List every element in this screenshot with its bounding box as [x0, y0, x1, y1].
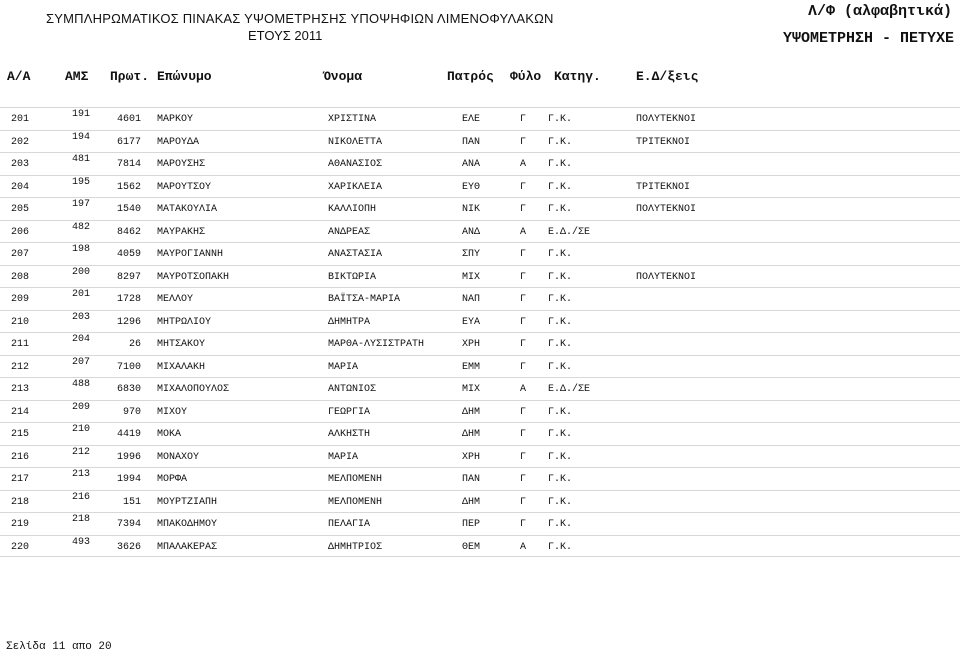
- col-category: Κατηγ.: [554, 69, 601, 84]
- cell-aa: 214: [11, 406, 30, 418]
- cell-category: Γ.Κ.: [548, 406, 573, 418]
- cell-ams: 191: [72, 109, 91, 120]
- table-row: [0, 535, 960, 558]
- cell-prot: 8297: [116, 271, 141, 283]
- table-row: [0, 242, 960, 265]
- cell-name: ΜΕΛΠΟΜΕΝΗ: [328, 474, 383, 485]
- cell-gender: Γ: [520, 361, 527, 373]
- table-row: [0, 400, 960, 423]
- cell-category: Γ.Κ.: [548, 271, 573, 283]
- cell-prot: 6830: [116, 384, 141, 395]
- cell-prot: 1540: [116, 204, 141, 215]
- cell-name: ΚΑΛΛΙΟΠΗ: [328, 204, 377, 215]
- cell-ed: ΤΡΙΤΕΚΝΟΙ: [636, 136, 691, 148]
- cell-aa: 213: [11, 384, 30, 395]
- document-title: ΣΥΜΠΛΗΡΩΜΑΤΙΚΟΣ ΠΙΝΑΚΑΣ ΥΨΟΜΕΤΡΗΣΗΣ ΥΠΟΨΗΦΙΩΝ ΛΙΜΕΝΟΦΥΛΑΚΩΝ: [46, 11, 554, 26]
- col-gender: Φύλο: [510, 69, 542, 84]
- col-prot: Πρωτ.: [110, 69, 150, 84]
- cell-gender: Γ: [520, 249, 527, 260]
- cell-aa: 206: [11, 226, 30, 238]
- cell-prot: 1994: [116, 474, 141, 485]
- cell-surname: ΜΑΡΟΥΣΗΣ: [157, 159, 206, 170]
- cell-aa: 209: [11, 294, 30, 305]
- cell-aa: 216: [11, 451, 30, 463]
- sort-order-label: Λ/Φ (αλφαβητικά): [807, 3, 952, 20]
- cell-ams: 216: [72, 491, 91, 503]
- cell-surname: ΜΟΥΡΤΖΙΑΠΗ: [157, 496, 218, 508]
- cell-name: ΑΛΚΗΣΤΗ: [328, 429, 371, 440]
- cell-ams: 195: [72, 176, 91, 188]
- cell-name: ΜΑΡΘΑ-ΛΥΣΙΣΤΡΑΤΗ: [328, 339, 425, 350]
- table-row: [0, 332, 960, 355]
- col-name: Όνομα: [323, 69, 363, 84]
- cell-prot: 1296: [116, 316, 141, 328]
- cell-father: ΝΑΠ: [462, 294, 481, 305]
- cell-surname: ΜΑΡΟΥΤΣΟΥ: [157, 181, 212, 193]
- cell-name: ΒΙΚΤΩΡΙΑ: [328, 271, 377, 283]
- cell-category: Γ.Κ.: [548, 316, 573, 328]
- cell-prot: 7394: [116, 519, 141, 530]
- cell-prot: 4059: [116, 249, 141, 260]
- col-ams: ΑΜΣ: [65, 69, 89, 84]
- col-aa: Α/Α: [7, 69, 31, 84]
- cell-category: Γ.Κ.: [548, 451, 573, 463]
- cell-prot: 4601: [116, 114, 141, 125]
- table-row: [0, 287, 960, 310]
- cell-category: Γ.Κ.: [548, 496, 573, 508]
- table-row: [0, 175, 960, 198]
- cell-name: ΜΑΡΙΑ: [328, 451, 359, 463]
- table-row: [0, 265, 960, 288]
- cell-name: ΓΕΩΡΓΙΑ: [328, 406, 371, 418]
- cell-father: ΕΛΕ: [462, 114, 481, 125]
- cell-gender: Γ: [520, 339, 527, 350]
- cell-aa: 217: [11, 474, 30, 485]
- cell-surname: ΜΑΥΡΑΚΗΣ: [157, 226, 206, 238]
- cell-aa: 205: [11, 204, 30, 215]
- cell-prot: 1728: [116, 294, 141, 305]
- cell-prot: 970: [122, 406, 141, 418]
- cell-name: ΑΝΑΣΤΑΣΙΑ: [328, 249, 383, 260]
- cell-aa: 218: [11, 496, 30, 508]
- cell-aa: 211: [11, 339, 30, 350]
- cell-ams: 481: [72, 154, 91, 165]
- cell-father: ΜΙΧ: [462, 271, 481, 283]
- cell-ams: 209: [72, 401, 91, 413]
- cell-ams: 197: [72, 199, 91, 210]
- cell-father: ΠΑΝ: [462, 136, 481, 148]
- candidates-table: [0, 107, 960, 557]
- cell-name: ΜΑΡΙΑ: [328, 361, 359, 373]
- cell-aa: 220: [11, 541, 30, 553]
- table-row: [0, 130, 960, 153]
- cell-gender: Γ: [520, 294, 527, 305]
- result-status-label: ΥΨΟΜΕΤΡΗΣΗ - ΠΕΤΥΧΕ: [782, 30, 954, 47]
- cell-gender: Γ: [520, 316, 527, 328]
- cell-name: ΑΝΤΩΝΙΟΣ: [328, 384, 377, 395]
- cell-father: ΝΙΚ: [462, 204, 481, 215]
- cell-category: Γ.Κ.: [548, 429, 573, 440]
- col-surname: Επώνυμο: [157, 69, 212, 84]
- cell-father: ΠΑΝ: [462, 474, 481, 485]
- cell-surname: ΜΑΡΚΟΥ: [157, 114, 194, 125]
- cell-father: ΧΡΗ: [462, 451, 481, 463]
- table-row: [0, 310, 960, 333]
- cell-prot: 26: [128, 339, 141, 350]
- table-row: [0, 355, 960, 378]
- cell-category: Γ.Κ.: [548, 181, 573, 193]
- cell-surname: ΜΙΧΑΛΟΠΟΥΛΟΣ: [157, 384, 230, 395]
- cell-name: ΔΗΜΗΤΡΑ: [328, 316, 371, 328]
- cell-father: ΧΡΗ: [462, 339, 481, 350]
- cell-name: ΔΗΜΗΤΡΙΟΣ: [328, 541, 383, 553]
- cell-category: Γ.Κ.: [548, 519, 573, 530]
- cell-ed: ΠΟΛΥΤΕΚΝΟΙ: [636, 204, 697, 215]
- cell-surname: ΜΙΧΑΛΑΚΗ: [157, 361, 206, 373]
- cell-name: ΝΙΚΟΛΕΤΤΑ: [328, 136, 383, 148]
- cell-surname: ΜΟΝΑΧΟΥ: [157, 451, 200, 463]
- cell-prot: 6177: [116, 136, 141, 148]
- cell-prot: 7100: [116, 361, 141, 373]
- cell-gender: Γ: [520, 406, 527, 418]
- cell-ams: 203: [72, 311, 91, 323]
- cell-father: ΔΗΜ: [462, 429, 481, 440]
- cell-father: ΑΝΔ: [462, 226, 481, 238]
- cell-prot: 7814: [116, 159, 141, 170]
- cell-ams: 213: [72, 469, 91, 480]
- cell-ams: 198: [72, 244, 91, 255]
- col-ed: Ε.Δ/ξεις: [636, 69, 699, 84]
- table-row: [0, 422, 960, 445]
- table-row: [0, 512, 960, 535]
- cell-gender: Α: [520, 384, 527, 395]
- cell-surname: ΜΑΥΡΟΓΙΑΝΝΗ: [157, 249, 224, 260]
- table-row: [0, 197, 960, 220]
- document-year: ΕΤΟΥΣ 2011: [248, 28, 323, 43]
- cell-ams: 212: [72, 446, 91, 458]
- cell-surname: ΜΠΑΚΟΔΗΜΟΥ: [157, 519, 218, 530]
- cell-category: Ε.Δ./ΣΕ: [548, 226, 591, 238]
- cell-gender: Α: [520, 541, 527, 553]
- cell-aa: 207: [11, 249, 30, 260]
- cell-prot: 4419: [116, 429, 141, 440]
- table-row: [0, 490, 960, 513]
- cell-surname: ΜΟΡΦΑ: [157, 474, 188, 485]
- table-row: [0, 107, 960, 130]
- cell-category: Γ.Κ.: [548, 361, 573, 373]
- cell-father: ΘΕΜ: [462, 541, 481, 553]
- cell-gender: Γ: [520, 114, 527, 125]
- cell-aa: 202: [11, 136, 30, 148]
- cell-aa: 201: [11, 114, 30, 125]
- cell-surname: ΜΗΤΣΑΚΟΥ: [157, 339, 206, 350]
- cell-category: Γ.Κ.: [548, 474, 573, 485]
- cell-father: ΣΠΥ: [462, 249, 481, 260]
- cell-gender: Γ: [520, 136, 527, 148]
- cell-prot: 1996: [116, 451, 141, 463]
- cell-category: Γ.Κ.: [548, 541, 573, 553]
- cell-category: Γ.Κ.: [548, 114, 573, 125]
- cell-gender: Γ: [520, 429, 527, 440]
- cell-gender: Γ: [520, 519, 527, 530]
- cell-aa: 203: [11, 159, 30, 170]
- cell-aa: 208: [11, 271, 30, 283]
- cell-category: Γ.Κ.: [548, 159, 573, 170]
- table-row: [0, 377, 960, 400]
- cell-prot: 3626: [116, 541, 141, 553]
- cell-gender: Α: [520, 159, 527, 170]
- cell-surname: ΜΑΡΟΥΔΑ: [157, 136, 200, 148]
- cell-surname: ΜΑΥΡΟΤΣΟΠΑΚΗ: [157, 271, 230, 283]
- cell-surname: ΜΙΧΟΥ: [157, 406, 188, 418]
- cell-gender: Γ: [520, 271, 527, 283]
- cell-gender: Γ: [520, 181, 527, 193]
- table-row: [0, 467, 960, 490]
- cell-name: ΧΑΡΙΚΛΕΙΑ: [328, 181, 383, 193]
- cell-category: Γ.Κ.: [548, 249, 573, 260]
- cell-ams: 200: [72, 266, 91, 278]
- cell-category: Ε.Δ./ΣΕ: [548, 384, 591, 395]
- cell-name: ΑΘΑΝΑΣΙΟΣ: [328, 159, 383, 170]
- cell-ams: 493: [72, 536, 91, 548]
- cell-surname: ΜΠΑΛΑΚΕΡΑΣ: [157, 541, 218, 553]
- table-row: [0, 152, 960, 175]
- cell-father: ΔΗΜ: [462, 406, 481, 418]
- cell-ams: 201: [72, 289, 91, 300]
- cell-gender: Γ: [520, 451, 527, 463]
- cell-gender: Α: [520, 226, 527, 238]
- cell-ed: ΤΡΙΤΕΚΝΟΙ: [636, 181, 691, 193]
- cell-gender: Γ: [520, 474, 527, 485]
- cell-ed: ΠΟΛΥΤΕΚΝΟΙ: [636, 114, 697, 125]
- cell-ed: ΠΟΛΥΤΕΚΝΟΙ: [636, 271, 697, 283]
- cell-category: Γ.Κ.: [548, 204, 573, 215]
- cell-category: Γ.Κ.: [548, 294, 573, 305]
- cell-ams: 488: [72, 379, 91, 390]
- cell-surname: ΜΑΤΑΚΟΥΛΙΑ: [157, 204, 218, 215]
- cell-ams: 482: [72, 221, 91, 233]
- cell-father: ΕΜΜ: [462, 361, 481, 373]
- cell-father: ΑΝΑ: [462, 159, 481, 170]
- cell-father: ΕΥΑ: [462, 316, 481, 328]
- cell-ams: 207: [72, 356, 91, 368]
- cell-father: ΕΥΘ: [462, 181, 481, 193]
- cell-name: ΒΑΪΤΣΑ-ΜΑΡΙΑ: [328, 294, 401, 305]
- cell-aa: 210: [11, 316, 30, 328]
- cell-name: ΠΕΛΑΓΙΑ: [328, 519, 371, 530]
- cell-ams: 210: [72, 424, 91, 435]
- cell-prot: 1562: [116, 181, 141, 193]
- cell-aa: 204: [11, 181, 30, 193]
- cell-father: ΔΗΜ: [462, 496, 481, 508]
- page-number: Σελίδα 11 απο 20: [6, 641, 112, 653]
- col-father: Πατρός: [447, 69, 494, 84]
- cell-gender: Γ: [520, 204, 527, 215]
- cell-surname: ΜΗΤΡΩΛΙΟΥ: [157, 316, 212, 328]
- cell-surname: ΜΕΛΛΟΥ: [157, 294, 194, 305]
- cell-ams: 194: [72, 131, 91, 143]
- cell-ams: 204: [72, 334, 91, 345]
- cell-surname: ΜΟΚΑ: [157, 429, 182, 440]
- cell-prot: 151: [122, 496, 141, 508]
- cell-name: ΜΕΛΠΟΜΕΝΗ: [328, 496, 383, 508]
- cell-category: Γ.Κ.: [548, 136, 573, 148]
- cell-father: ΜΙΧ: [462, 384, 481, 395]
- table-row: [0, 220, 960, 243]
- cell-name: ΑΝΔΡΕΑΣ: [328, 226, 371, 238]
- cell-gender: Γ: [520, 496, 527, 508]
- table-row: [0, 445, 960, 468]
- cell-name: ΧΡΙΣΤΙΝΑ: [328, 114, 377, 125]
- cell-ams: 218: [72, 514, 91, 525]
- cell-aa: 212: [11, 361, 30, 373]
- cell-father: ΠΕΡ: [462, 519, 481, 530]
- cell-aa: 219: [11, 519, 30, 530]
- cell-category: Γ.Κ.: [548, 339, 573, 350]
- cell-aa: 215: [11, 429, 30, 440]
- cell-prot: 8462: [116, 226, 141, 238]
